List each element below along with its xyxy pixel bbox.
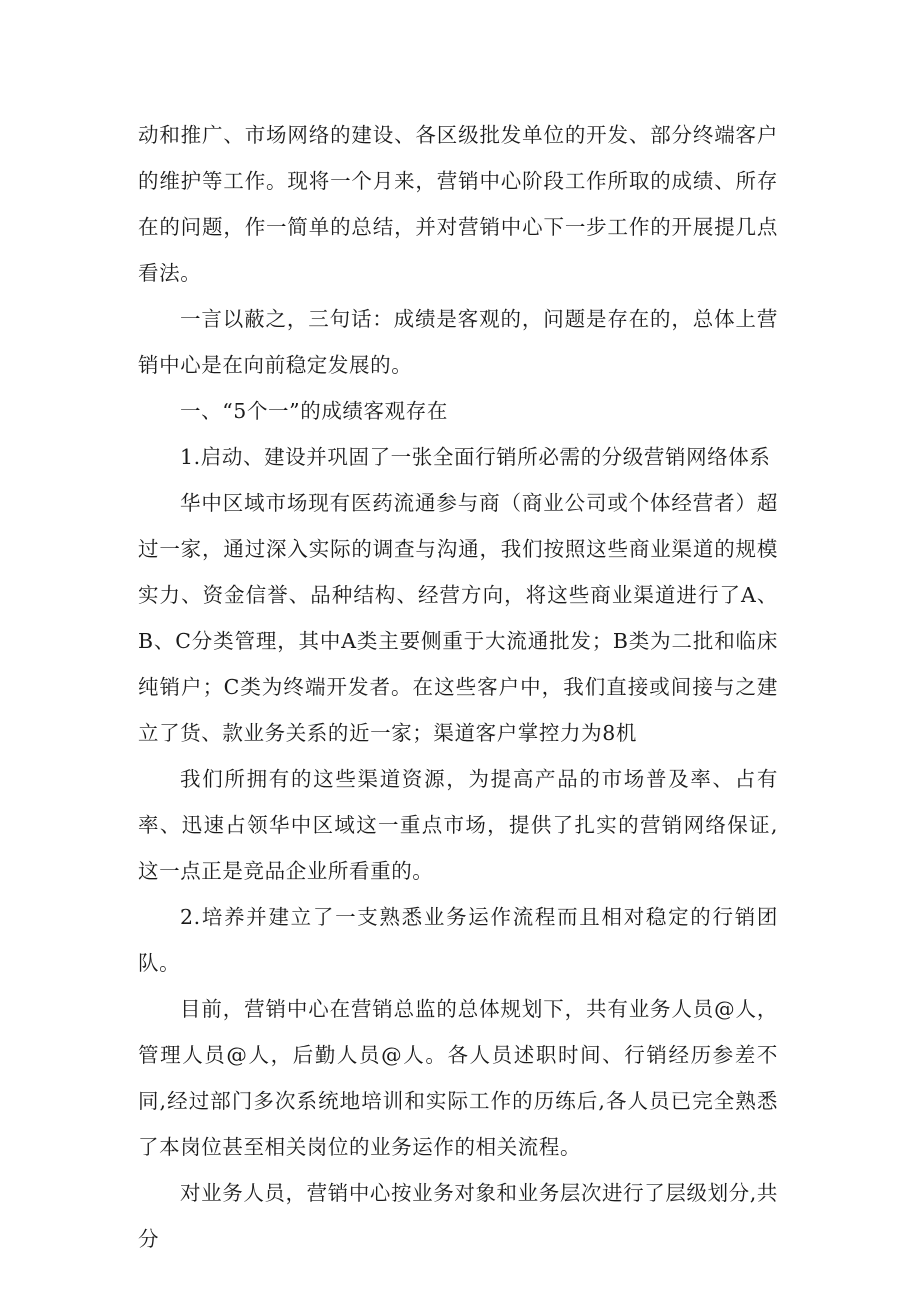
paragraph-team-staff: 目前，营销中心在营销总监的总体规划下，共有业务人员@人，管理人员@人，后勤人员@人。各人员述职时间、行销经历参差不同,经过部门多次系统地培训和实际工作的历练后,各人员已完全熟悉了本岗位甚至相关岗位的业务运作的相关流程。	[138, 997, 778, 1159]
paragraph-business-staff: 对业务人员，营销中心按业务对象和业务层次进行了层级划分,共分	[138, 1181, 778, 1251]
subsection-heading-1: 1.启动、建设并巩固了一张全面行销所必需的分级营销网络体系	[180, 445, 771, 469]
paragraph-intro: 动和推广、市场网络的建设、各区级批发单位的开发、部分终端客户的维护等工作。现将一个月来，营销中心阶段工作所取的成绩、所存在的问题，作一简单的总结，并对营销中心下一步工作的开展提几点看法。	[138, 123, 778, 285]
paragraph-market-channels: 华中区域市场现有医药流通参与商（商业公司或个体经营者）超过一家，通过深入实际的调查与沟通，我们按照这些商业渠道的规模实力、资金信誉、品种结构、经营方向，将这些商业渠道进行了A、B、C分类管理，其中A类主要侧重于大流通批发；B类为二批和临床纯销户；C类为终端开发者。在这些客户中，我们直接或间接与之建立了货、款业务关系的近一家；渠道客户掌控力为8机	[138, 491, 778, 745]
paragraph-summary: 一言以蔽之，三句话：成绩是客观的，问题是存在的，总体上营销中心是在向前稳定发展的。	[138, 307, 778, 377]
document-body	[138, 112, 778, 1262]
subsection-heading-2: 2.培养并建立了一支熟悉业务运作流程而且相对稳定的行销团队。	[138, 905, 778, 975]
paragraph-channel-resources: 我们所拥有的这些渠道资源，为提高产品的市场普及率、占有率、迅速占领华中区域这一重点市场，提供了扎实的营销网络保证,这一点正是竞品企业所看重的。	[138, 767, 778, 883]
section-heading-1: 一、“5个一”的成绩客观存在	[180, 399, 448, 423]
